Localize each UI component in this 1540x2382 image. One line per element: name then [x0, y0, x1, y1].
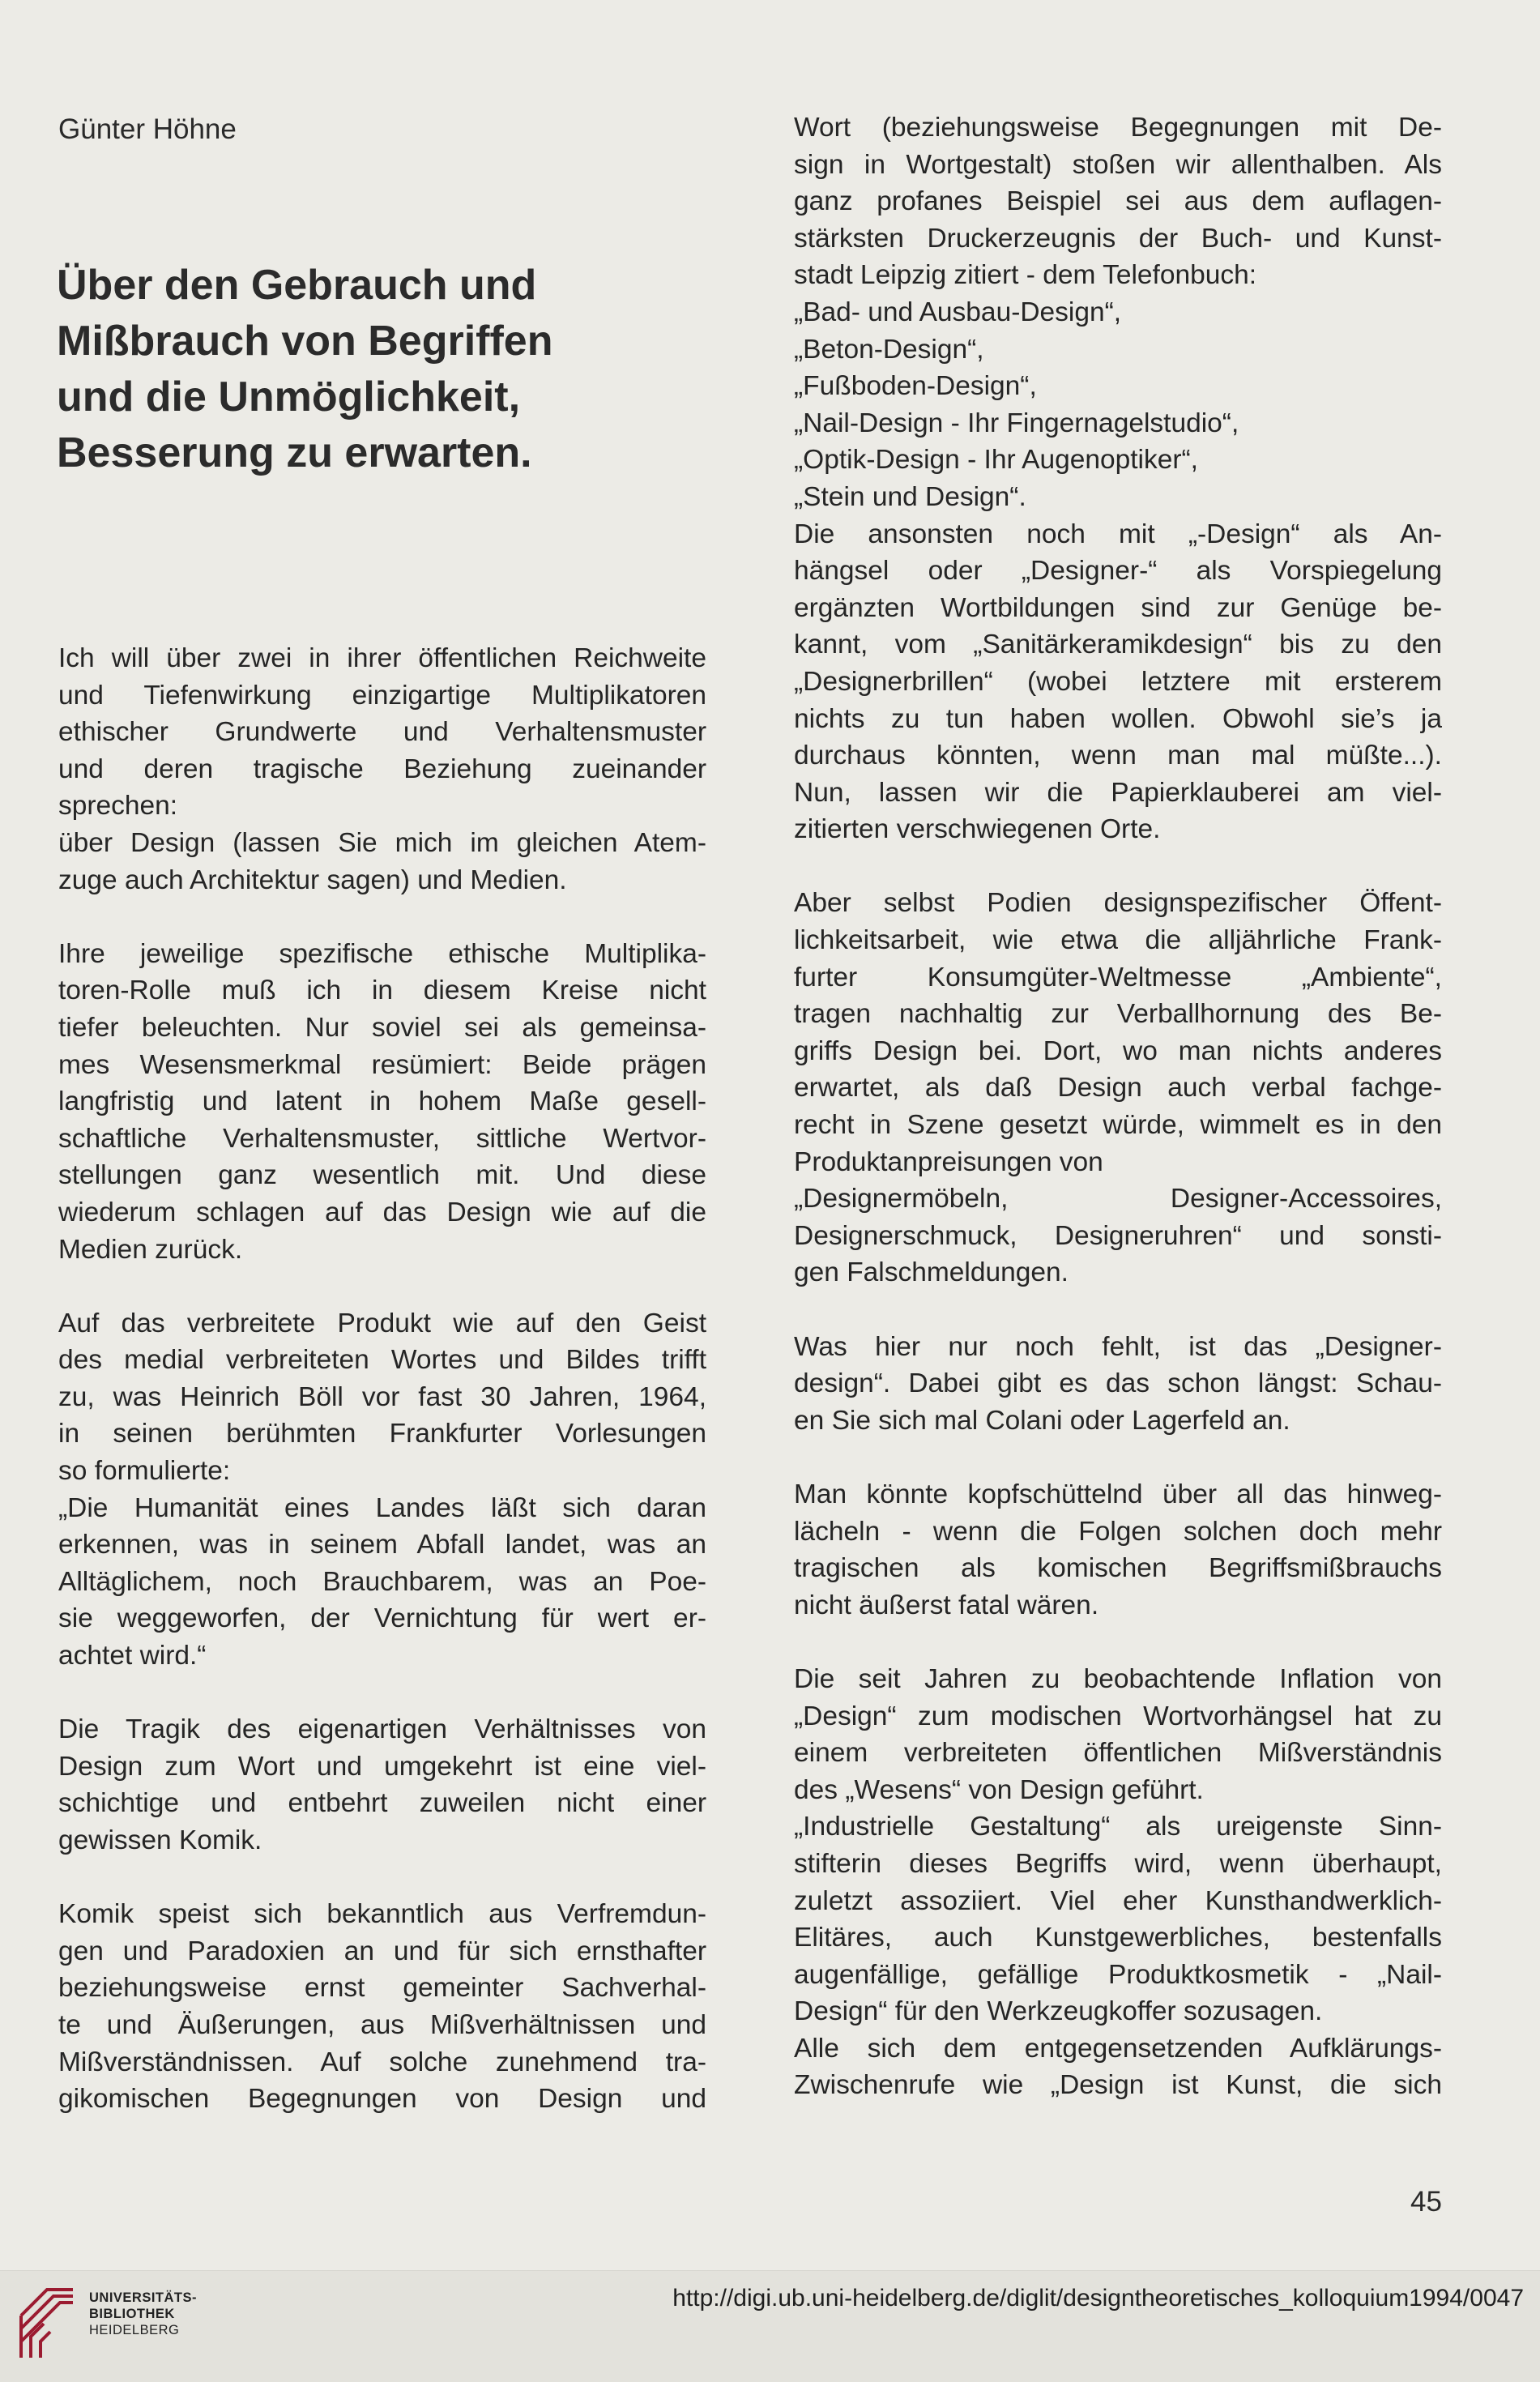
text-line: tiefer beleuchten. Nur soviel sei als gemeinsa- [58, 1012, 706, 1043]
text-line: gikomischen Begegnungen von Design und [58, 2084, 706, 2115]
library-name-line: HEIDELBERG [89, 2323, 180, 2337]
text-line: Die ansonsten noch mit „-Design“ als An- [794, 519, 1442, 549]
text-line: über Design (lassen Sie mich im gleichen Atem- [58, 827, 706, 858]
text-line: nicht äußerst fatal wären. [794, 1590, 1099, 1620]
text-line: „Fußboden-Design“, [794, 371, 1037, 402]
text-line: Medien zurück. [58, 1234, 243, 1265]
text-line: „Designerbrillen“ (wobei letztere mit ersterem [794, 666, 1442, 697]
paragraph [794, 109, 1442, 848]
text-line: in seinen berühmten Frankfurter Vorlesungen [58, 1419, 706, 1449]
text-line: erkennen, was in seinem Abfall landet, was an [58, 1530, 706, 1560]
text-line: ethischer Grundwerte und Verhaltensmuster [58, 717, 706, 748]
text-line: langfristig und latent in hohem Maße gesell- [58, 1086, 706, 1117]
text-line: Design“ für den Werkzeugkoffer sozusagen. [794, 1996, 1323, 2027]
text-line: Ihre jeweilige spezifische ethische Multiplika- [58, 938, 706, 969]
text-line: recht in Szene gesetzt würde, wimmelt es in den [794, 1110, 1442, 1141]
text-line: zu, was Heinrich Böll vor fast 30 Jahren, 1964, [58, 1381, 706, 1412]
text-line: und deren tragische Beziehung zueinander [58, 753, 706, 784]
text-line: zuge auch Architektur sagen) und Medien. [58, 864, 567, 895]
paragraph [794, 1476, 1442, 1624]
paragraph [58, 640, 706, 899]
paragraph [794, 1661, 1442, 2104]
page-number: 45 [1410, 2186, 1442, 2218]
text-line: durchaus könnten, wenn man mal müßte...). [794, 741, 1442, 771]
text-line: gen Falschmeldungen. [794, 1257, 1069, 1288]
text-line: Aber selbst Podien designspezifischer Öffent- [794, 888, 1442, 919]
text-line: kannt, vom „Sanitärkeramikdesign“ bis zu den [794, 630, 1442, 660]
text-line: design“. Dabei gibt es das schon längst: Schau- [794, 1368, 1442, 1399]
text-line: des medial verbreiteten Wortes und Bildes trifft [58, 1345, 706, 1376]
text-line: Man könnte kopfschüttelnd über all das hinweg- [794, 1479, 1442, 1509]
text-line: Auf das verbreitete Produkt wie auf den Geist [58, 1308, 706, 1338]
text-line: zitierten verschwiegenen Orte. [794, 814, 1161, 845]
text-line: furter Konsumgüter-Weltmesse „Ambiente“, [794, 962, 1442, 992]
title-line: und die Unmöglichkeit, [57, 374, 521, 420]
text-line: „Optik-Design - Ihr Augenoptiker“, [794, 445, 1198, 476]
title-line: Besserung zu erwarten. [57, 429, 532, 476]
author-name: Günter Höhne [58, 113, 237, 145]
paragraph [58, 1305, 706, 1675]
text-line: Wort (beziehungsweise Begegnungen mit De- [794, 113, 1442, 143]
title-line: Über den Gebrauch und [57, 262, 537, 309]
paragraph [58, 1711, 706, 1859]
text-line: „Nail-Design - Ihr Fingernagelstudio“, [794, 408, 1239, 438]
text-line: einem verbreiteten öffentlichen Mißverständnis [794, 1738, 1442, 1769]
text-line: Die seit Jahren zu beobachtende Inflation von [794, 1663, 1442, 1694]
text-line: stellungen ganz wesentlich mit. Und diese [58, 1160, 706, 1191]
text-line: en Sie sich mal Colani oder Lagerfeld an. [794, 1405, 1290, 1436]
text-line: wiederum schlagen auf das Design wie auf die [58, 1197, 706, 1227]
text-line: und Tiefenwirkung einzigartige Multiplikatoren [58, 680, 706, 711]
text-line: so formulierte: [58, 1456, 231, 1487]
text-line: lichkeitsarbeit, wie etwa die alljährliche Frank- [794, 925, 1442, 956]
text-line: „Beton-Design“, [794, 334, 984, 365]
text-line: „Designermöbeln, Designer-Accessoires, [794, 1184, 1442, 1214]
text-line: sign in Wortgestalt) stoßen wir allenthalben. Als [794, 149, 1442, 180]
text-line: Was hier nur noch fehlt, ist das „Designer- [794, 1331, 1442, 1362]
text-line: griffs Design bei. Dort, wo man nichts anderes [794, 1035, 1442, 1066]
text-line: beziehungsweise ernst gemeinter Sachverhal- [58, 1973, 706, 2004]
text-line: nichts zu tun haben wollen. Obwohl sie’s ja [794, 703, 1442, 734]
article-title [57, 258, 672, 481]
text-line: „Die Humanität eines Landes läßt sich daran [58, 1492, 706, 1523]
text-line: te und Äußerungen, aus Mißverhältnissen und [58, 2009, 706, 2040]
text-line: „Bad- und Ausbau-Design“, [794, 297, 1122, 327]
text-line: lächeln - wenn die Folgen solchen doch mehr [794, 1516, 1442, 1547]
left-text-column [58, 640, 706, 2118]
text-line: Produktanpreisungen von [794, 1146, 1103, 1177]
text-line: stadt Leipzig zitiert - dem Telefonbuch: [794, 260, 1257, 291]
text-line: Design zum Wort und umgekehrt ist eine viel- [58, 1751, 706, 1782]
text-line: stärksten Druckerzeugnis der Buch- und Kunst- [794, 223, 1442, 254]
text-line: des „Wesens“ von Design geführt. [794, 1774, 1204, 1805]
text-line: Komik speist sich bekanntlich aus Verfremdun- [58, 1899, 706, 1930]
text-line: „Industrielle Gestaltung“ als ureigenste Sinn- [794, 1812, 1442, 1842]
university-library-logo-icon [15, 2283, 79, 2364]
paragraph [58, 1896, 706, 2118]
text-line: Zwischenrufe wie „Design ist Kunst, die sich [794, 2070, 1442, 2101]
text-line: augenfällige, gefällige Produktkosmetik - „Nail- [794, 1959, 1442, 1990]
library-name-line: UNIVERSITÄTS- [89, 2290, 198, 2305]
text-line: Die Tragik des eigenartigen Verhältnisses von [58, 1714, 706, 1745]
text-line: gen und Paradoxien an und für sich ernsthafter [58, 1936, 706, 1966]
text-line: toren-Rolle muß ich in diesem Kreise nicht [58, 975, 706, 1006]
paragraph [794, 885, 1442, 1291]
right-text-column [794, 109, 1442, 2104]
text-line: ergänzten Wortbildungen sind zur Genüge be- [794, 592, 1442, 623]
text-line: tragen nachhaltig zur Verballhornung des Be- [794, 999, 1442, 1030]
title-line: Mißbrauch von Begriffen [57, 318, 553, 365]
text-line: tragischen als komischen Begriffsmißbrauchs [794, 1553, 1442, 1584]
text-line: achtet wird.“ [58, 1641, 207, 1671]
text-line: schichtige und entbehrt zuweilen nicht einer [58, 1788, 706, 1819]
text-line: „Design“ zum modischen Wortvorhängsel hat zu [794, 1701, 1442, 1731]
text-line: stifterin dieses Begriffs wird, wenn überhaupt, [794, 1848, 1442, 1879]
text-line: hängsel oder „Designer-“ als Vorspiegelung [794, 556, 1442, 587]
paragraph [794, 1329, 1442, 1440]
source-url-link[interactable]: http://digi.ub.uni-heidelberg.de/diglit/designtheoretisches_kolloquium1994/0047 [672, 2285, 1524, 2312]
text-line: Alle sich dem entgegensetzenden Aufklärungs- [794, 2033, 1442, 2064]
library-name-line: BIBLIOTHEK [89, 2307, 175, 2321]
text-line: Designerschmuck, Designeruhren“ und sonsti- [794, 1220, 1442, 1251]
library-name [89, 2290, 197, 2338]
text-line: gewissen Komik. [58, 1825, 262, 1855]
text-line: sie weggeworfen, der Vernichtung für wert er- [58, 1603, 706, 1634]
text-line: schaftliche Verhaltensmuster, sittliche Wertvor- [58, 1123, 706, 1154]
text-line: Nun, lassen wir die Papierklauberei am viel- [794, 777, 1442, 808]
paragraph [58, 936, 706, 1268]
text-line: erwartet, als daß Design auch verbal fachge- [794, 1073, 1442, 1103]
text-line: zuletzt assoziiert. Viel eher Kunsthandwerklich- [794, 1885, 1442, 1916]
text-line: Mißverständnissen. Auf solche zunehmend tra- [58, 2047, 706, 2077]
text-line: sprechen: [58, 791, 178, 822]
text-line: „Stein und Design“. [794, 481, 1026, 512]
text-line: Elitäres, auch Kunstgewerbliches, bestenfalls [794, 1923, 1442, 1953]
text-line: Ich will über zwei in ihrer öffentlichen Reichweite [58, 643, 706, 673]
text-line: mes Wesensmerkmal resümiert: Beide prägen [58, 1049, 706, 1080]
text-line: ganz profanes Beispiel sei aus dem auflagen- [794, 186, 1442, 217]
text-line: Alltäglichem, noch Brauchbarem, was an Poe- [58, 1566, 706, 1597]
